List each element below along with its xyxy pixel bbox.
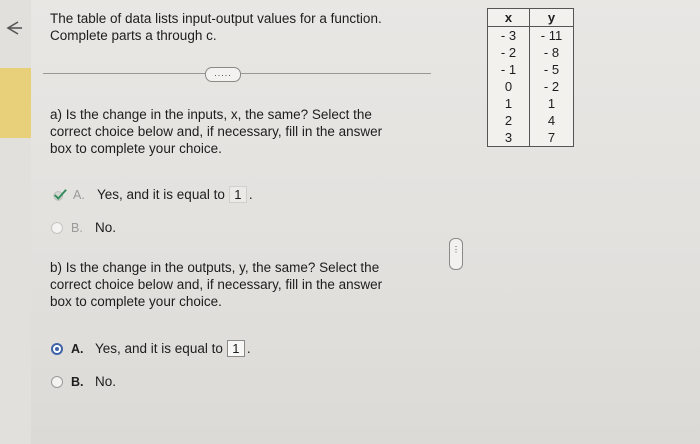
handle-grip-icon: ⋮ bbox=[452, 245, 460, 254]
radio-button-selected[interactable] bbox=[51, 343, 63, 355]
part-a-question bbox=[50, 106, 410, 157]
x-cell: - 1 bbox=[488, 61, 530, 78]
question-line: box to complete your choice. bbox=[50, 294, 222, 309]
y-cell: 7 bbox=[530, 129, 574, 147]
y-cell: 4 bbox=[530, 112, 574, 129]
table-row bbox=[488, 112, 574, 129]
question-line: correct choice below and, if necessary, fill in the answer bbox=[50, 124, 383, 139]
option-suffix: . bbox=[248, 187, 253, 202]
option-text: Yes, and it is equal to bbox=[95, 341, 223, 356]
option-letter: B. bbox=[71, 374, 84, 389]
option-text: No. bbox=[95, 374, 117, 389]
question-line: a) Is the change in the inputs, x, the same? Select the bbox=[50, 107, 372, 122]
expand-more-button[interactable]: ..... bbox=[205, 67, 241, 82]
table-row bbox=[488, 129, 574, 147]
x-cell: 3 bbox=[488, 129, 530, 147]
intro-line: The table of data lists input-output values for a function. bbox=[50, 11, 382, 26]
x-cell: - 3 bbox=[488, 27, 530, 45]
part-b-question bbox=[50, 259, 410, 310]
table-header-x: x bbox=[488, 9, 530, 27]
x-cell: 1 bbox=[488, 95, 530, 112]
x-cell: - 2 bbox=[488, 44, 530, 61]
question-intro bbox=[50, 10, 430, 44]
radio-button[interactable] bbox=[51, 222, 63, 234]
y-cell: - 2 bbox=[530, 78, 574, 95]
intro-line: Complete parts a through c. bbox=[50, 28, 217, 43]
y-cell: - 5 bbox=[530, 61, 574, 78]
part-b-option-b[interactable] bbox=[51, 374, 116, 389]
option-letter: A. bbox=[73, 187, 85, 202]
x-cell: 2 bbox=[488, 112, 530, 129]
option-suffix: . bbox=[246, 341, 251, 356]
check-icon bbox=[51, 188, 69, 202]
question-line: b) Is the change in the outputs, y, the same? Select the bbox=[50, 260, 380, 275]
table-row bbox=[488, 78, 574, 95]
option-text: Yes, and it is equal to bbox=[97, 187, 225, 202]
question-line: box to complete your choice. bbox=[50, 141, 222, 156]
part-b-option-a[interactable] bbox=[51, 340, 251, 357]
table-header-y: y bbox=[530, 9, 574, 27]
answer-box[interactable]: 1 bbox=[227, 340, 245, 357]
question-line: correct choice below and, if necessary, fill in the answer bbox=[50, 277, 383, 292]
question-status-bar bbox=[0, 68, 31, 138]
arrow-left-icon[interactable] bbox=[0, 14, 28, 42]
y-cell: - 8 bbox=[530, 44, 574, 61]
table-row bbox=[488, 61, 574, 78]
table-row bbox=[488, 95, 574, 112]
left-sidebar-strip bbox=[0, 0, 31, 444]
panel-resize-handle[interactable] bbox=[449, 238, 463, 270]
option-letter: A. bbox=[71, 341, 84, 356]
part-a-option-a[interactable] bbox=[51, 186, 253, 203]
table-row bbox=[488, 44, 574, 61]
y-cell: - 11 bbox=[530, 27, 574, 45]
function-table bbox=[487, 8, 574, 147]
answer-box[interactable]: 1 bbox=[229, 186, 247, 203]
table-row bbox=[488, 27, 574, 45]
part-a-option-b[interactable] bbox=[51, 220, 116, 235]
x-cell: 0 bbox=[488, 78, 530, 95]
y-cell: 1 bbox=[530, 95, 574, 112]
option-letter: B. bbox=[71, 220, 83, 235]
radio-button[interactable] bbox=[51, 376, 63, 388]
option-text: No. bbox=[95, 220, 117, 235]
